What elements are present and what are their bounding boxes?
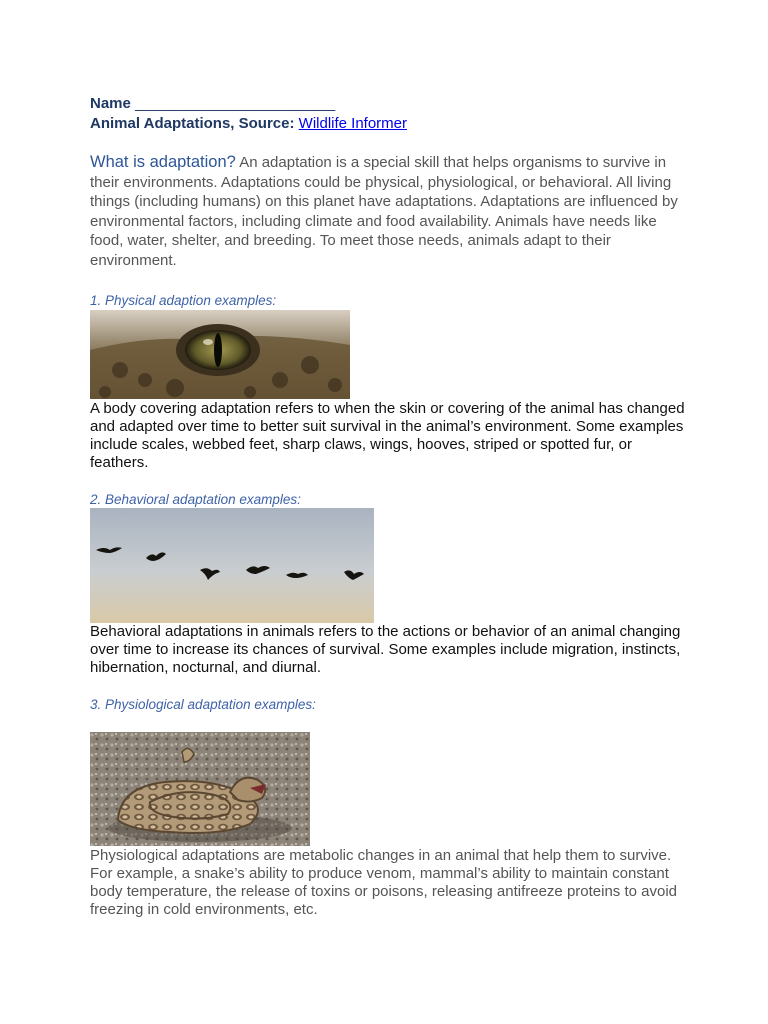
intro-question: What is adaptation?: [90, 153, 236, 171]
name-label: Name: [90, 95, 131, 112]
document-title: [90, 115, 407, 132]
section-heading-physical: 1. Physical adaption examples:: [90, 293, 277, 308]
section-text-physical: A body covering adaptation refers to when the skin or covering of the animal has changed and adapted over time to better suit survival in the animal’s environment. Some examples include scales, webbed feet, sharp claws, wings, hooves, striped or spotted fur, or feathers.: [90, 400, 685, 471]
intro-text: An adaptation is a special skill that helps organisms to survive in their environments. Adaptations could be physical, physiological, or behavioral. All living things (including humans) on this planet have adaptations. Adaptations are influenced by environmental factors, including climate and food availability. Animals have needs like food, water, shelter, and breeding. To meet those needs, animals adapt to their environment.: [90, 154, 678, 269]
section-heading-behavioral: 2. Behavioral adaptation examples:: [90, 492, 301, 507]
title-prefix: Animal Adaptations, Source:: [90, 115, 295, 132]
section-text-behavioral: Behavioral adaptations in animals refers to the actions or behavior of an animal changing over time to increase its chances of survival. Some examples include migration, instincts, hibernation, nocturnal, and diurnal.: [90, 623, 681, 676]
intro-paragraph: [90, 153, 690, 270]
name-blank: ________________________: [135, 95, 336, 112]
rattlesnake-image: [90, 732, 310, 846]
section-heading-physiological: 3. Physiological adaptation examples:: [90, 697, 316, 712]
crocodile-eye-image: [90, 310, 350, 399]
source-link[interactable]: Wildlife Informer: [298, 115, 408, 132]
section-text-physiological: Physiological adaptations are metabolic changes in an animal that help them to survive. For example, a snake’s ability to produce venom, mammal’s ability to maintain constant body temperature, the release of toxins or poisons, releasing antifreeze proteins to avoid freezing in cold environments, etc.: [90, 847, 678, 918]
migrating-geese-image: [90, 508, 374, 623]
name-field-line: [90, 95, 335, 112]
